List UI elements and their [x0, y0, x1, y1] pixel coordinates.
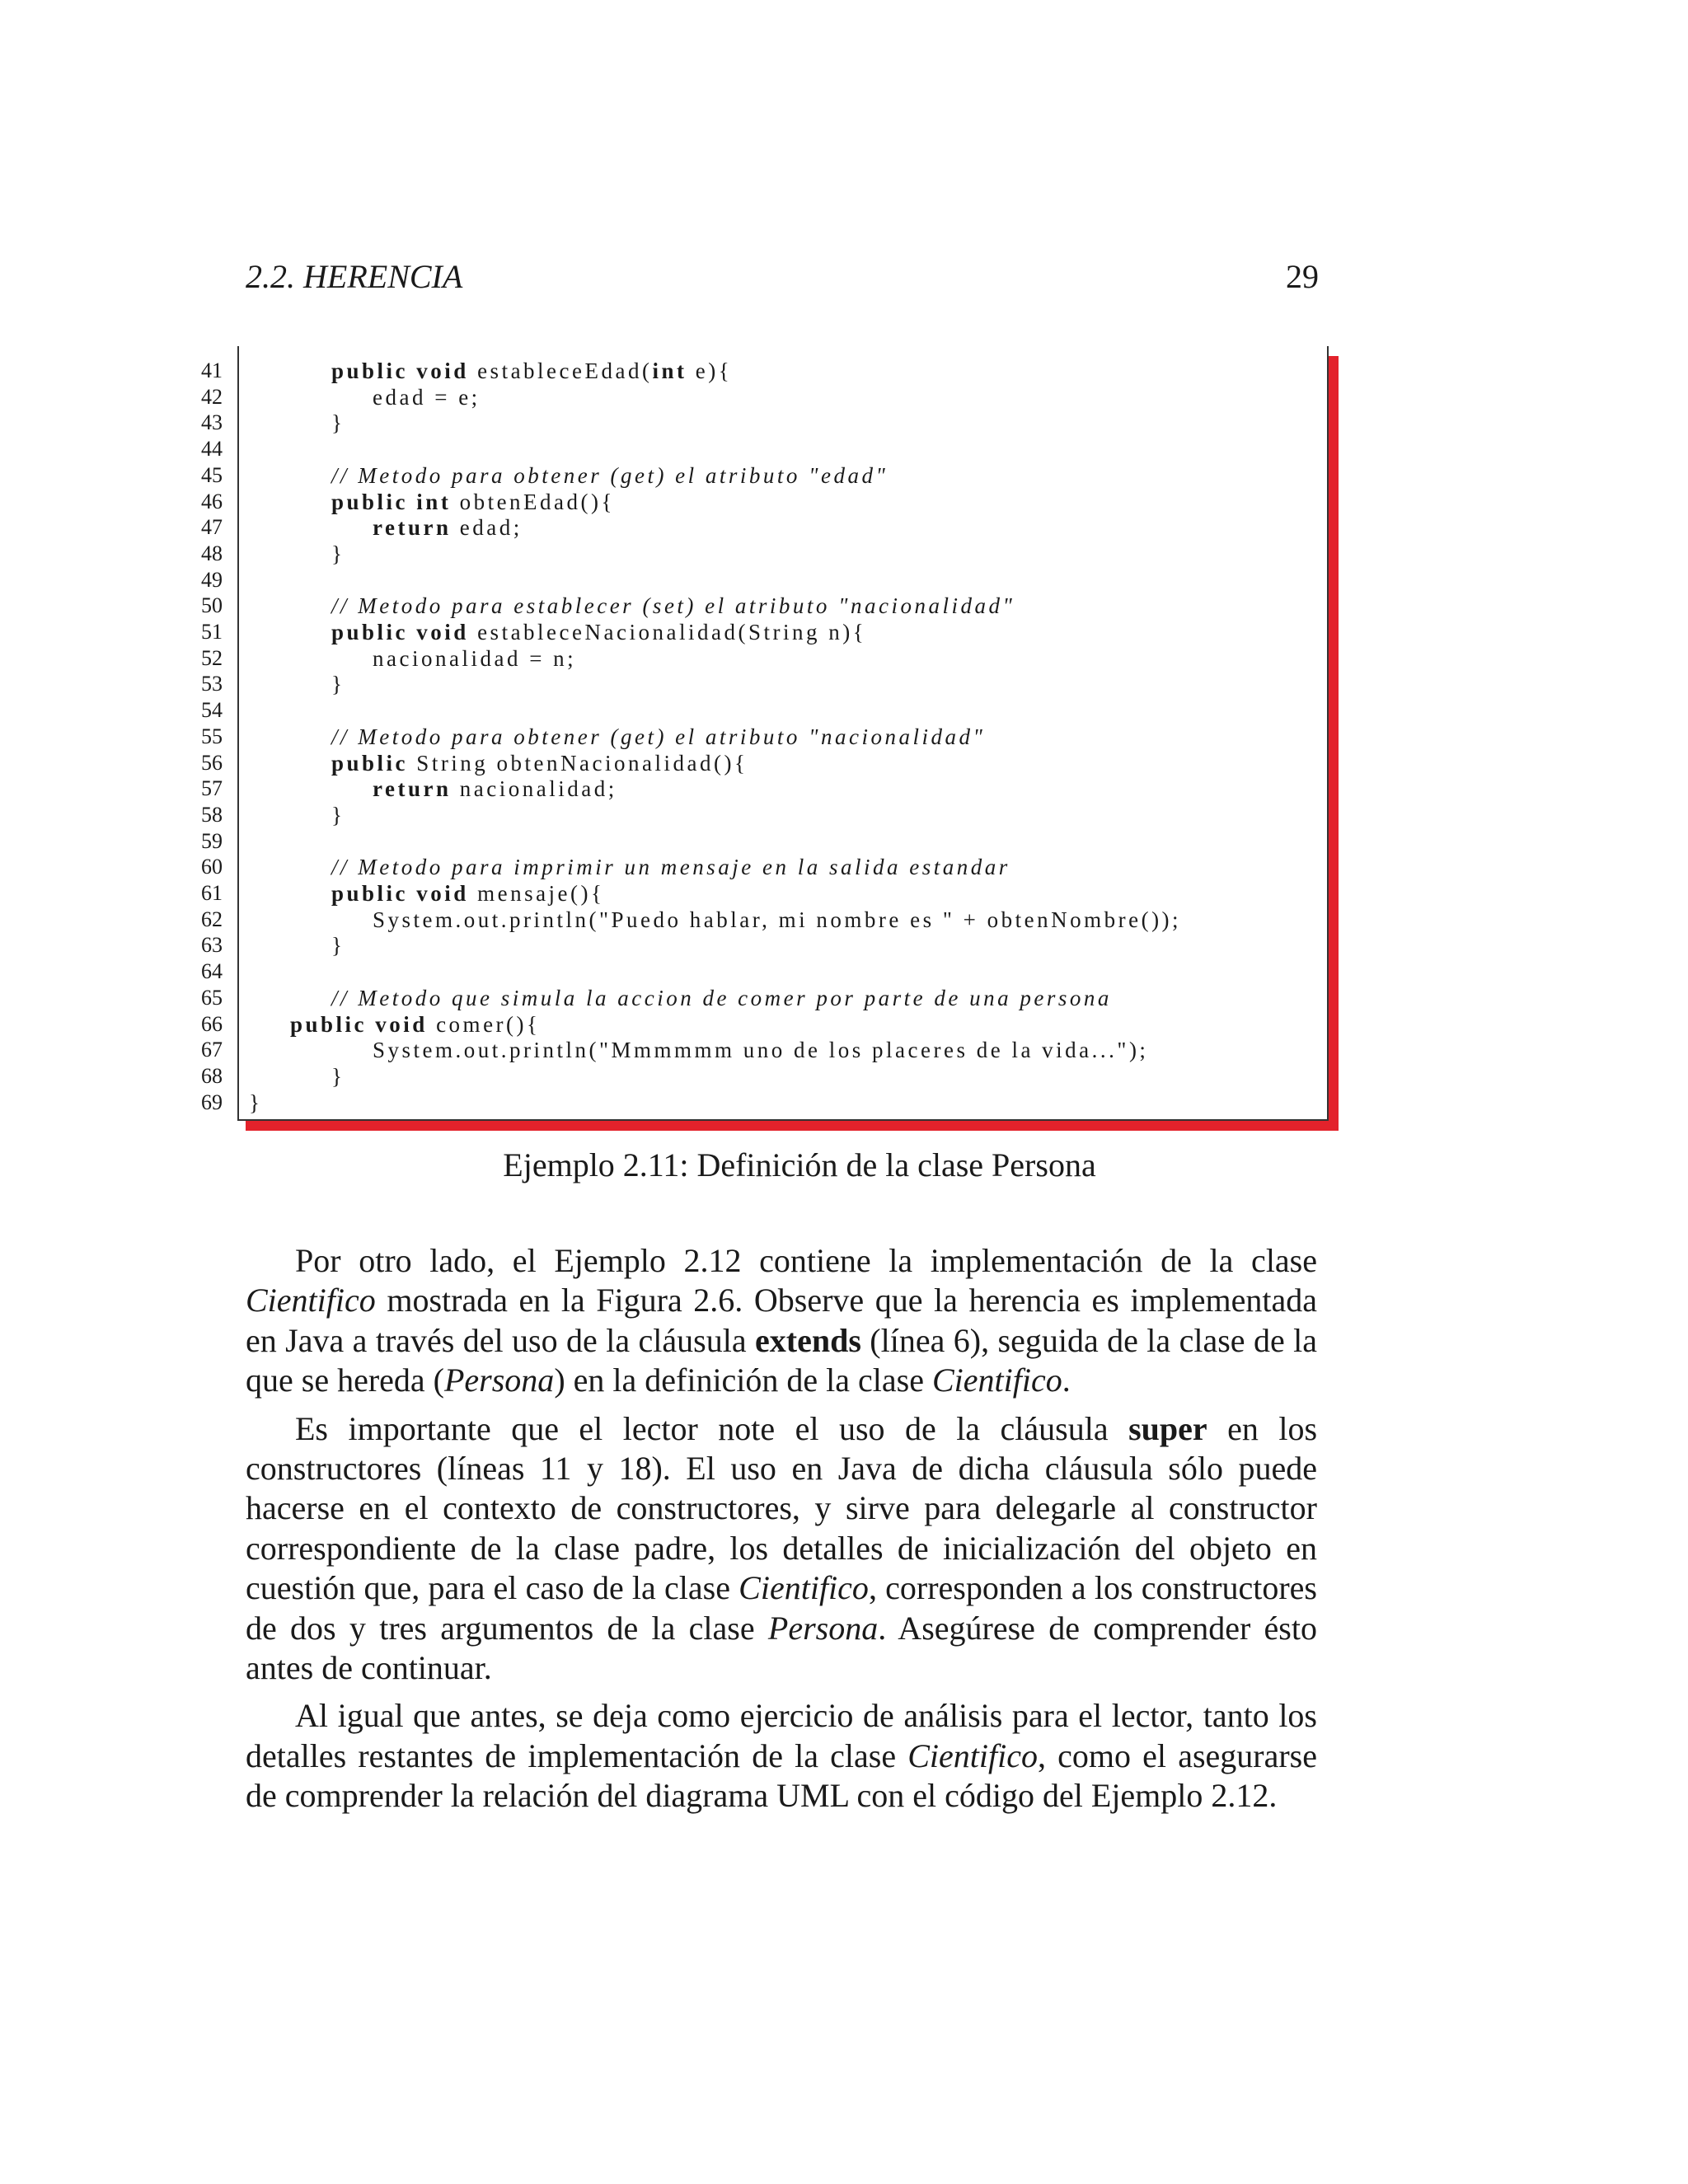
emphasis-term: Persona [767, 1609, 879, 1647]
paragraph-text: ) en la definición de la clase [554, 1361, 932, 1399]
code-statement: } [331, 1063, 345, 1089]
code-line [201, 671, 1311, 697]
code-statement: public void mensaje(){ [331, 881, 605, 906]
line-number: 45 [201, 462, 223, 487]
code-keyword: public [331, 620, 409, 644]
code-line [201, 514, 1311, 541]
line-number: 46 [201, 489, 223, 513]
page-number: 29 [1286, 258, 1319, 295]
code-line [201, 1037, 1311, 1063]
code-line [201, 1063, 1311, 1090]
code-line [201, 985, 1311, 1011]
code-line [201, 410, 1311, 436]
code-line [201, 358, 1311, 384]
code-line [201, 750, 1311, 776]
code-keyword: public [331, 750, 409, 776]
paragraph-text: . [1062, 1361, 1071, 1399]
code-statement: System.out.println("Puedo hablar, mi nombre es " + obtenNombre()); [373, 907, 1182, 932]
code-keyword: public [331, 359, 409, 383]
code-keyword: int [652, 359, 687, 383]
line-number: 44 [201, 437, 223, 462]
code-keyword: public [331, 881, 409, 906]
paragraph-3 [246, 1696, 1317, 1816]
line-number: 66 [201, 1011, 223, 1036]
line-number: 62 [201, 907, 223, 931]
code-comment: // Metodo para obtener (get) el atributo "nacionalidad" [331, 724, 986, 749]
line-number: 69 [201, 1090, 223, 1114]
line-number: 47 [201, 515, 223, 540]
paragraph-text: en los constructores (líneas 11 y 18). El uso en Java de dicha cláusula sólo puede hacerse en el contexto de constructores, y sirve para delegarle al constructor correspondiente de la clase padre, los detalles de inicialización del objeto en cuestión que, para el caso de la clase [246, 1409, 1318, 1607]
code-statement: public String obtenNacionalidad(){ [331, 750, 748, 776]
code-line [201, 384, 1311, 410]
listing-caption: Ejemplo 2.11: Definición de la clase Persona [503, 1146, 1096, 1183]
code-statement: } [249, 1090, 263, 1115]
code-keyword: void [375, 1011, 428, 1037]
paragraph-text: , como el asegurarse de comprender la relación del diagrama UML con el código del Ejemplo 2.12. [246, 1736, 1317, 1815]
code-keyword: public [331, 489, 409, 514]
line-number: 59 [201, 828, 223, 853]
code-line [201, 958, 1311, 985]
code-statement: nacionalidad = n; [373, 645, 577, 671]
code-statement: public void comer(){ [290, 1011, 541, 1037]
paragraph-1 [246, 1241, 1317, 1401]
code-line [201, 541, 1311, 567]
line-number: 42 [201, 384, 223, 409]
line-number: 52 [201, 645, 223, 670]
code-line [201, 697, 1311, 724]
bold-keyword: extends [755, 1321, 861, 1359]
code-keyword: void [416, 620, 469, 644]
code-listing [201, 346, 1329, 1121]
code-statement: } [331, 541, 345, 566]
code-line [201, 1090, 1311, 1116]
line-number: 65 [201, 985, 223, 1010]
paragraph-text: . Asegúrese de comprender ésto antes de continuar. [246, 1609, 1317, 1687]
code-statement: return nacionalidad; [373, 776, 617, 802]
code-statement: public void estableceEdad(int e){ [331, 359, 733, 383]
paragraph-text: (línea 6), seguida de la clase de la que se hereda ( [246, 1321, 1318, 1399]
paragraph-2 [246, 1409, 1317, 1689]
code-line [201, 436, 1311, 462]
code-line [201, 907, 1311, 933]
code-keyword: return [373, 776, 452, 802]
code-line [201, 932, 1311, 958]
emphasis-term: Cientifico [931, 1361, 1062, 1399]
code-keyword: public [290, 1011, 368, 1037]
code-statement: } [331, 672, 345, 697]
paragraph-text: Por otro lado, el Ejemplo 2.12 contiene la implementación de la clase [295, 1242, 1317, 1279]
line-number: 60 [201, 855, 223, 879]
code-keyword: void [416, 359, 469, 383]
code-line [201, 593, 1311, 619]
line-number: 68 [201, 1063, 223, 1088]
line-number: 51 [201, 620, 223, 644]
code-line [201, 1011, 1311, 1038]
paragraph-text: Es importante que el lector note el uso de la cláusula [295, 1409, 1129, 1447]
line-number: 53 [201, 672, 223, 696]
running-head-title: 2.2. HERENCIA [246, 258, 463, 295]
line-number: 56 [201, 750, 223, 775]
code-statement: } [331, 933, 345, 958]
line-number: 54 [201, 698, 223, 723]
emphasis-term: Cientifico [246, 1282, 376, 1319]
line-number: 57 [201, 776, 223, 801]
code-line [201, 802, 1311, 828]
line-number: 67 [201, 1038, 223, 1062]
paragraph-text: Al igual que antes, se deja como ejercicio de análisis para el lector, tanto los detalles restantes de implementación de la clase [246, 1697, 1317, 1774]
code-line [201, 724, 1311, 750]
code-keyword: int [416, 489, 452, 514]
line-number: 64 [201, 959, 223, 984]
code-line [201, 828, 1311, 855]
code-line [201, 854, 1311, 880]
emphasis-term: Cientifico [738, 1569, 869, 1607]
line-number: 63 [201, 933, 223, 958]
code-statement: edad = e; [373, 384, 481, 410]
code-line [201, 645, 1311, 672]
code-comment: // Metodo para obtener (get) el atributo "edad" [331, 462, 889, 488]
line-number: 55 [201, 724, 223, 748]
line-number: 58 [201, 802, 223, 827]
code-line [201, 462, 1311, 489]
code-statement: System.out.println("Mmmmmm uno de los placeres de la vida..."); [373, 1038, 1149, 1063]
line-number: 50 [201, 593, 223, 618]
bold-keyword: super [1128, 1409, 1207, 1447]
code-statement: public int obtenEdad(){ [331, 489, 615, 514]
code-line [201, 619, 1311, 645]
code-comment: // Metodo que simula la accion de comer por parte de una persona [331, 985, 1112, 1010]
line-number: 48 [201, 541, 223, 565]
code-statement: } [331, 410, 345, 436]
code-keyword: void [416, 881, 469, 906]
code-statement: } [331, 802, 345, 827]
code-statement: public void estableceNacionalidad(String n){ [331, 620, 867, 644]
code-line [201, 489, 1311, 515]
code-statement: return edad; [373, 515, 523, 541]
line-number: 41 [201, 359, 223, 382]
emphasis-term: Persona [443, 1361, 555, 1399]
line-number: 61 [201, 881, 223, 905]
code-comment: // Metodo para establecer (set) el atributo "nacionalidad" [331, 593, 1015, 619]
code-keyword: return [373, 515, 452, 541]
code-line [201, 776, 1311, 802]
body-text [246, 1241, 1317, 1825]
line-number: 43 [201, 410, 223, 435]
paragraph-text: mostrada en la Figura 2.6. Observe que la herencia es implementada en Java a través del uso de la cláusula [246, 1282, 1317, 1359]
code-line [201, 567, 1311, 593]
code-line [201, 880, 1311, 907]
line-number: 49 [201, 567, 223, 592]
code-comment: // Metodo para imprimir un mensaje en la salida estandar [331, 855, 1010, 880]
paragraph-text: , corresponden a los constructores de dos y tres argumentos de la clase [246, 1569, 1317, 1647]
emphasis-term: Cientifico [907, 1736, 1038, 1774]
